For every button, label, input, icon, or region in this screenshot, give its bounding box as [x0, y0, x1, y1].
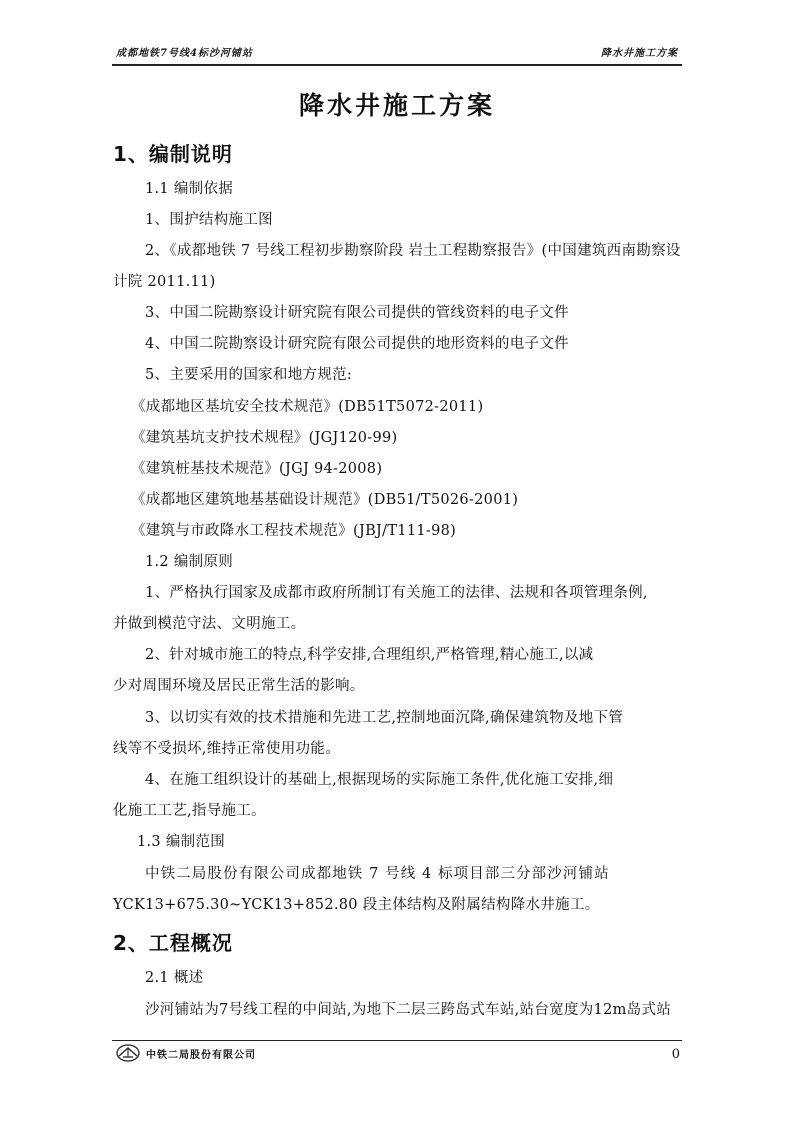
basis-line: 《建筑基坑支护技术规程》(JGJ120-99): [131, 430, 398, 446]
section-heading-2: 2、工程概况: [113, 931, 233, 955]
basis-line: 2、《成都地铁 7 号线工程初步勘察阶段 岩土工程勘察报告》(中国建筑西南勘察设: [145, 243, 681, 259]
company-logo-icon: [116, 1044, 140, 1062]
principle-line: 2、针对城市施工的特点,科学安排,合理组织,严格管理,精心施工,以减: [145, 647, 594, 663]
principle-line: 4、在施工组织设计的基础上,根据现场的实际施工条件,优化施工安排,细: [145, 772, 614, 788]
basis-line: 《成都地区基坑安全技术规范》(DB51T5072-2011): [131, 399, 484, 415]
subheading-1-3: 1.3 编制范围: [137, 834, 226, 850]
principle-line: 少对周围环境及居民正常生活的影响。: [113, 678, 365, 694]
principle-line: 线等不受损坏,维持正常使用功能。: [113, 741, 340, 757]
basis-line: 4、中国二院勘察设计研究院有限公司提供的地形资料的电子文件: [145, 336, 569, 352]
document-title: 降水井施工方案: [298, 91, 495, 120]
principle-line: 化施工工艺,指导施工。: [113, 803, 266, 819]
basis-line: 5、主要采用的国家和地方规范:: [145, 367, 353, 383]
scope-line: 中铁二局股份有限公司成都地铁 7 号线 4 标项目部三分部沙河铺站: [145, 866, 610, 882]
section-heading-1: 1、编制说明: [113, 142, 233, 166]
overview-line: 沙河铺站为7号线工程的中间站,为地下二层三跨岛式车站,站台宽度为12m岛式站: [145, 1002, 672, 1018]
subheading-1-2: 1.2 编制原则: [145, 554, 234, 570]
subheading-1-1: 1.1 编制依据: [145, 181, 234, 197]
basis-line: 计院 2011.11): [113, 274, 216, 290]
page-header: [112, 40, 682, 66]
basis-line: 3、中国二院勘察设计研究院有限公司提供的管线资料的电子文件: [145, 305, 569, 321]
header-left-text: 成都地铁7号线4标沙河铺站: [116, 48, 253, 59]
page-number: 0: [671, 1047, 680, 1062]
basis-line: 1、围护结构施工图: [145, 212, 273, 228]
subheading-2-1: 2.1 概述: [145, 970, 204, 986]
header-right-text: 降水井施工方案: [601, 48, 678, 59]
principle-line: 并做到模范守法、文明施工。: [113, 616, 306, 632]
principle-line: 3、以切实有效的技术措施和先进工艺,控制地面沉降,确保建筑物及地下管: [145, 710, 624, 726]
basis-line: 《建筑桩基技术规范》(JGJ 94-2008): [131, 461, 383, 477]
principle-line: 1、严格执行国家及成都市政府所制订有关施工的法律、法规和各项管理条例,: [145, 585, 648, 601]
basis-line: 《建筑与市政降水工程技术规范》(JBJ/T111-98): [131, 523, 457, 539]
scope-line: YCK13+675.30~YCK13+852.80 段主体结构及附属结构降水井施工。: [113, 897, 600, 913]
basis-line: 《成都地区建筑地基基础设计规范》(DB51/T5026-2001): [131, 492, 519, 508]
page-footer: [112, 1040, 682, 1065]
footer-company-name: 中铁二局股份有限公司: [146, 1050, 256, 1061]
